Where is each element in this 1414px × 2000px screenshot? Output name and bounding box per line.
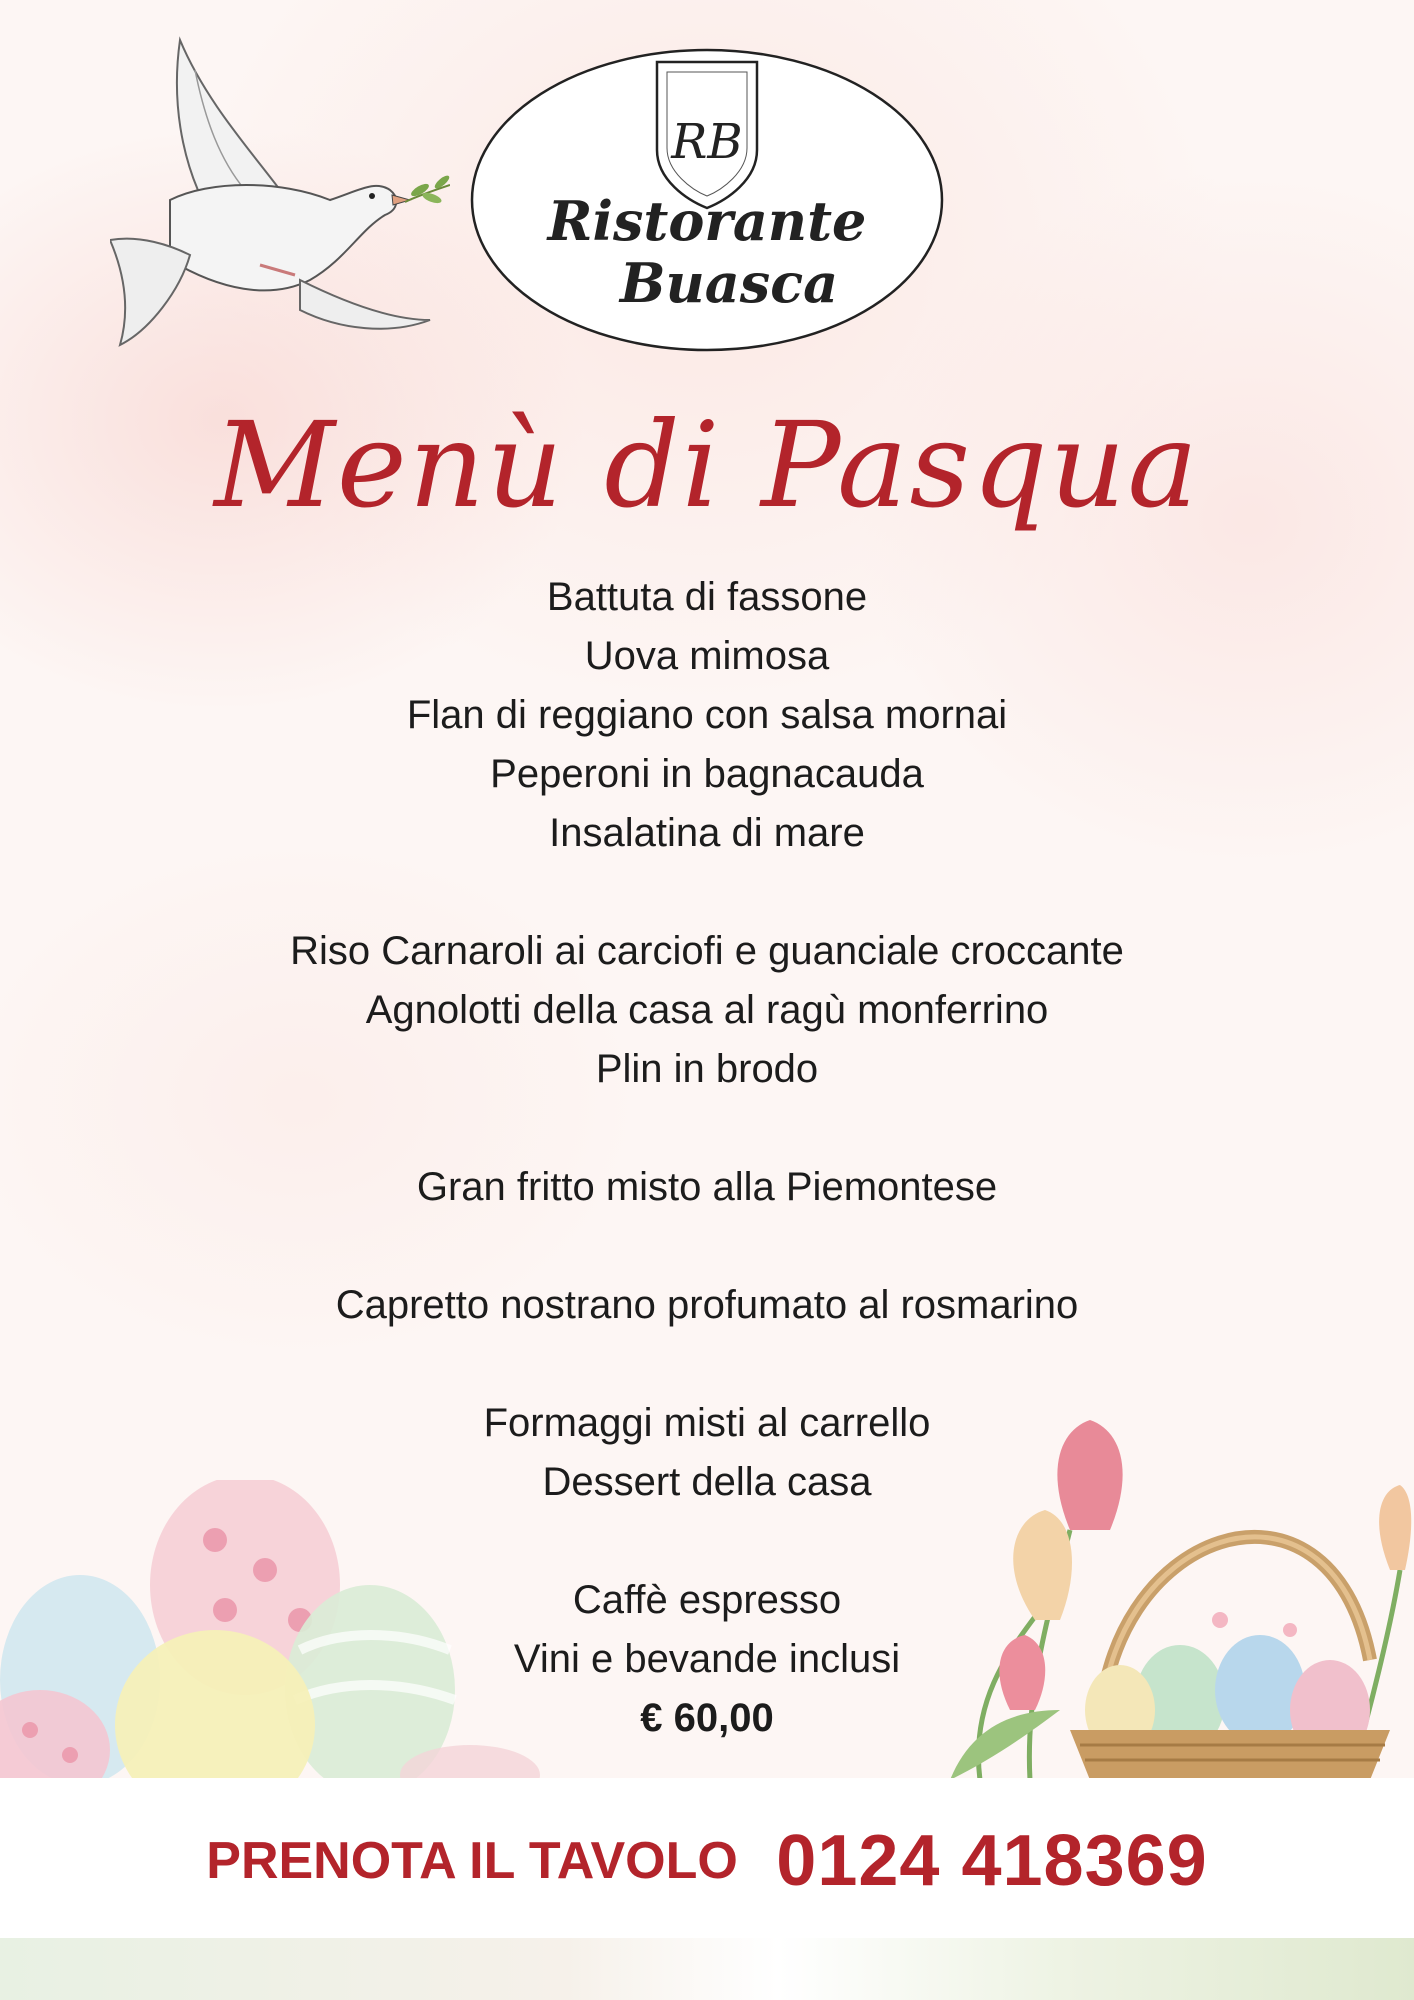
footer-decoration	[0, 1938, 1414, 2000]
menu-group-secondi	[0, 1276, 1414, 1335]
menu-item: Dessert della casa	[542, 1460, 872, 1504]
menu-group-primi	[0, 922, 1414, 1099]
reservation-label: PRENOTA IL TAVOLO	[206, 1832, 738, 1890]
menu-item: Plin in brodo	[595, 1047, 819, 1091]
menu-item: Formaggi misti al carrello	[483, 1401, 931, 1445]
menu-item: Uova mimosa	[584, 634, 830, 678]
logo-line1: Ristorante	[547, 189, 867, 253]
menu-item: Flan di reggiano con salsa mornai	[406, 693, 1008, 737]
menu-item: Capretto nostrano profumato al rosmarino	[335, 1283, 1079, 1327]
menu-item: Agnolotti della casa al ragù monferrino	[365, 988, 1049, 1032]
menu-group-antipasti	[0, 568, 1414, 863]
phone-number[interactable]: 0124 418369	[776, 1821, 1208, 1901]
restaurant-logo	[467, 40, 947, 355]
menu-item: Riso Carnaroli ai carciofi e guanciale croccante	[290, 929, 1124, 973]
menu-item: Insalatina di mare	[549, 811, 865, 855]
menu-item: Battuta di fassone	[546, 575, 868, 619]
dove-icon	[110, 30, 450, 360]
menu-item: Vini e bevande inclusi	[513, 1637, 901, 1681]
easter-basket-with-tulips-icon	[950, 1410, 1414, 1780]
easter-eggs-icon	[0, 1480, 560, 1780]
menu-item: Gran fritto misto alla Piemontese	[416, 1165, 998, 1209]
logo-line2: Buasca	[619, 251, 839, 315]
logo-monogram: RB	[671, 114, 743, 170]
menu-item: Peperoni in bagnacauda	[490, 752, 924, 796]
page-title: Menù di Pasqua	[214, 396, 1200, 534]
menu-price: € 60,00	[640, 1696, 774, 1740]
reservation-cta	[0, 1820, 1414, 1902]
menu-item: Caffè espresso	[572, 1578, 842, 1622]
menu-group-fritto	[0, 1158, 1414, 1217]
